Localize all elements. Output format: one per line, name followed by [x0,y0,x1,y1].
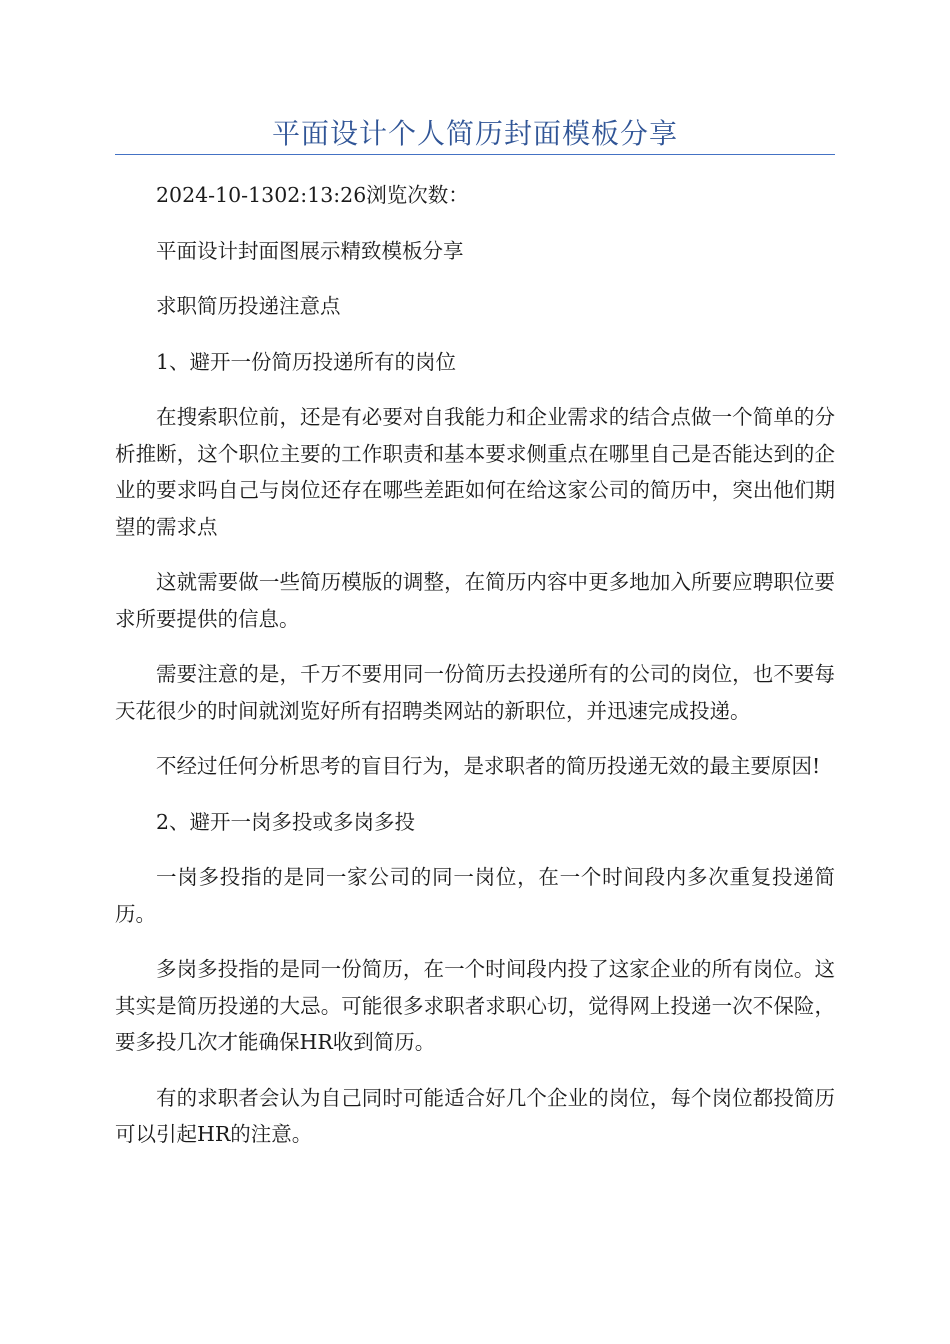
body-paragraph: 这就需要做一些简历模版的调整，在简历内容中更多地加入所要应聘职位要求所要提供的信息。 [115,570,835,631]
document-title: 平面设计个人简历封面模板分享 [271,117,678,150]
body-paragraph: 多岗多投指的是同一份简历，在一个时间段内投了这家企业的所有岗位。这其实是简历投递的大忌。可能很多求职者求职心切，觉得网上投递一次不保险，要多投几次才能确保HR收到简历。 [115,957,835,1054]
subsection-heading-2: 2、避开一岗多投或多岗多投 [156,809,416,834]
subsection-heading-1: 1、避开一份简历投递所有的岗位 [156,349,457,374]
body-paragraph: 在搜索职位前，还是有必要对自我能力和企业需求的结合点做一个简单的分析推断，这个职位主要的工作职责和基本要求侧重点在哪里自己是否能达到的企业的要求吗自己与岗位还存在哪些差距如何在给这家公司的简历中，突出他们期望的需求点 [115,405,835,539]
section-heading: 求职简历投递注意点 [156,294,341,318]
intro-line: 平面设计封面图展示精致模板分享 [156,238,464,263]
title-underline [115,154,835,155]
body-paragraph: 不经过任何分析思考的盲目行为，是求职者的简历投递无效的最主要原因! [156,754,821,778]
body-paragraph: 需要注意的是，千万不要用同一份简历去投递所有的公司的岗位，也不要每天花很少的时间就浏览好所有招聘类网站的新职位，并迅速完成投递。 [115,662,835,723]
document-body [115,177,835,1153]
meta-line: 2024-10-1302:13:26浏览次数： [156,183,469,207]
document-page [115,0,835,1172]
body-paragraph: 一岗多投指的是同一家公司的同一岗位，在一个时间段内多次重复投递简历。 [115,865,835,926]
body-paragraph: 有的求职者会认为自己同时可能适合好几个企业的岗位，每个岗位都投简历可以引起HR的注意。 [115,1085,835,1146]
